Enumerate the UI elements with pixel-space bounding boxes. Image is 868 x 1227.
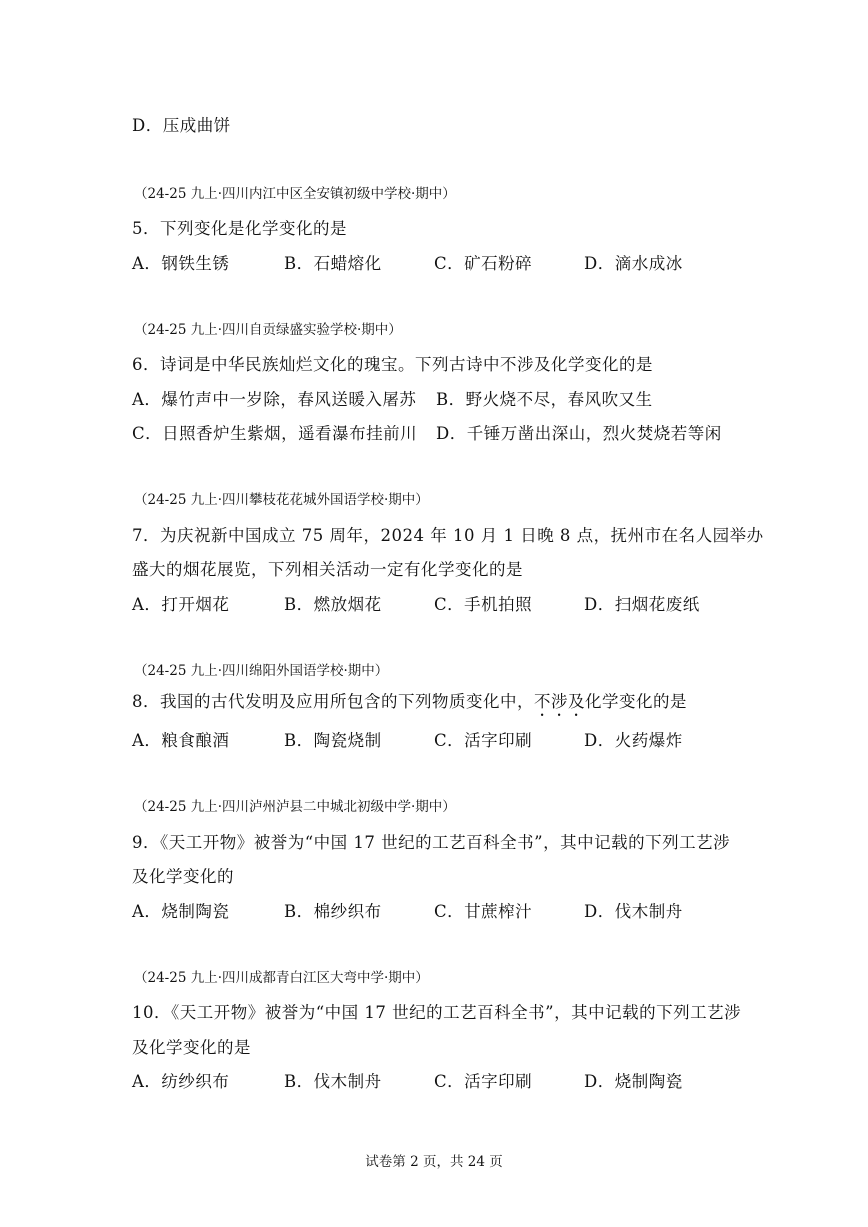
question-8-stem-emphasis: 不涉及 [534,692,585,711]
question-7-option-b: B．燃放烟花 [284,595,382,614]
question-10-options [132,1068,752,1092]
question-9-option-c: C．甘蔗榨汁 [434,902,533,921]
question-7-stem-line-2: 盛大的烟花展览，下列相关活动一定有化学变化的是 [132,560,523,579]
question-6-options-row-1 [132,386,752,410]
question-6-options-row-2 [132,420,752,444]
question-10-option-a: A．纺纱织布 [132,1072,230,1091]
question-9-stem-line-1: 9．《天工开物》被誉为“中国 17 世纪的工艺百科全书”，其中记载的下列工艺涉 [132,833,731,852]
question-9-option-d: D．伐木制舟 [584,902,683,921]
question-5-source: （24-25 九上·四川内江中区全安镇初级中学校·期中） [134,186,456,202]
question-9-source: （24-25 九上·四川泸州泸县二中城北初级中学·期中） [134,799,456,815]
question-8-options [132,727,752,751]
question-5-stem: 5．下列变化是化学变化的是 [132,219,347,238]
question-6-option-b: B．野火烧不尽，春风吹又生 [436,390,653,409]
option-d-previous: D．压成曲饼 [132,116,231,135]
question-5-option-b: B．石蜡熔化 [284,254,382,273]
question-8-stem-pre: 8．我国的古代发明及应用所包含的下列物质变化中， [132,692,534,711]
question-7-option-d: D．扫烟花废纸 [584,595,700,614]
question-8-option-a: A．粮食酿酒 [132,731,230,750]
question-10-option-c: C．活字印刷 [434,1072,533,1091]
question-7-option-c: C．手机拍照 [434,595,533,614]
question-8-option-d: D．火药爆炸 [584,731,683,750]
question-5-option-c: C．矿石粉碎 [434,254,533,273]
question-8-stem-post: 化学变化的是 [585,692,687,711]
question-9-stem-line-2: 及化学变化的 [132,867,234,886]
question-9-option-a: A．烧制陶瓷 [132,902,230,921]
question-5-options [132,250,752,274]
question-6-stem: 6．诗词是中华民族灿烂文化的瑰宝。下列古诗中不涉及化学变化的是 [132,355,653,374]
question-8-option-c: C．活字印刷 [434,731,533,750]
question-9-options [132,898,752,922]
question-10-source: （24-25 九上·四川成都青白江区大弯中学·期中） [134,970,429,986]
question-10-stem-line-1: 10．《天工开物》被誉为“中国 17 世纪的工艺百科全书”，其中记载的下列工艺涉 [132,1003,742,1022]
question-7-stem-line-1: 7．为庆祝新中国成立 75 周年，2024 年 10 月 1 日晚 8 点，抚州市在名人园举办 [132,526,764,545]
question-8-source: （24-25 九上·四川绵阳外国语学校·期中） [134,663,389,679]
question-6-source: （24-25 九上·四川自贡绿盛实验学校·期中） [134,322,402,338]
question-10-option-b: B．伐木制舟 [284,1072,382,1091]
question-6-option-d: D．千锤万凿出深山，烈火焚烧若等闲 [436,424,722,443]
question-7-option-a: A．打开烟花 [132,595,230,614]
question-5-option-a: A．钢铁生锈 [132,254,230,273]
question-8-option-b: B．陶瓷烧制 [284,731,382,750]
question-7-options [132,591,752,615]
question-7-source: （24-25 九上·四川攀枝花花城外国语学校·期中） [134,492,429,508]
question-8-stem [132,688,687,720]
question-5-option-d: D．滴水成冰 [584,254,683,273]
question-10-option-d: D．烧制陶瓷 [584,1072,683,1091]
question-9-option-b: B．棉纱织布 [284,902,382,921]
question-10-stem-line-2: 及化学变化的是 [132,1038,251,1057]
page-footer: 试卷第 2 页，共 24 页 [365,1154,503,1170]
question-6-option-a: A．爆竹声中一岁除，春风送暖入屠苏 [132,390,417,409]
question-6-option-c: C．日照香炉生紫烟，遥看瀑布挂前川 [132,424,418,443]
